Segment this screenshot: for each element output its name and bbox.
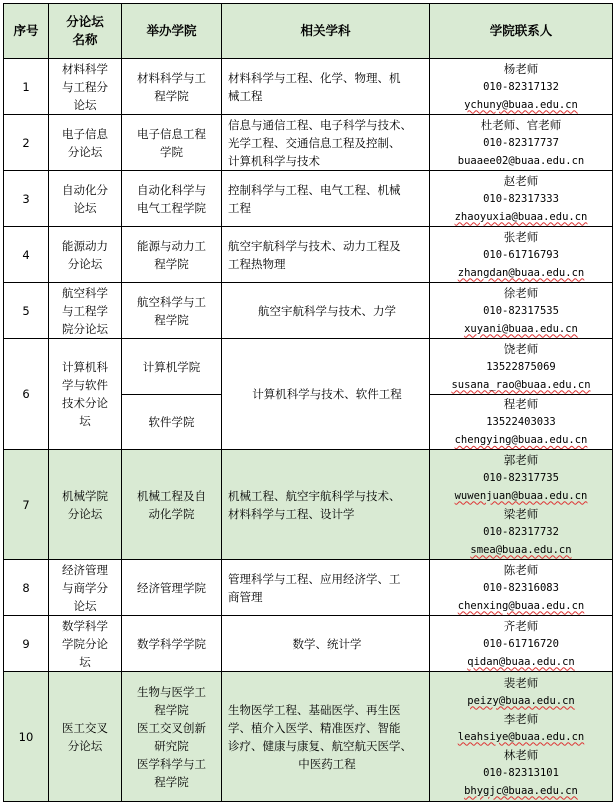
table-row [4,339,613,395]
host-school: 生物与医学工 程学院 医工交叉创新 研究院 医学科学与工 程学院 [122,672,222,802]
table-row [4,672,613,802]
header-school: 举办学院 [122,4,222,59]
forum-name: 航空科学 与工程学 院分论坛 [49,283,122,339]
table-row [4,283,613,339]
email-link[interactable]: susana_rao@buaa.edu.cn [451,378,591,391]
host-school: 数学科学学院 [122,616,222,672]
related-subjects: 信息与通信工程、电子科学与技术、 光学工程、交通信息工程及控制、 计算机科学与技术 [222,115,430,171]
table-row [4,450,613,560]
row-number: 10 [4,672,49,802]
header-no: 序号 [4,4,49,59]
host-school: 自动化科学与 电气工程学院 [122,171,222,227]
school-contact: 齐老师 010-61716720 qidan@buaa.edu.cn [430,616,613,672]
related-subjects: 生物医学工程、基础医学、再生医 学、植介入医学、精准医疗、智能 诊疗、健康与康复、航空航天医学、 中医药工程 [222,672,430,802]
related-subjects: 机械工程、航空宇航科学与技术、 材料科学与工程、设计学 [222,450,430,560]
host-school: 机械工程及自 动化学院 [122,450,222,560]
row-number: 8 [4,560,49,616]
email-link[interactable]: peizy@buaa.edu.cn [467,694,575,707]
host-school: 电子信息工程 学院 [122,115,222,171]
host-school: 计算机学院 [122,339,222,395]
row-number: 1 [4,59,49,115]
header-contact: 学院联系人 [430,4,613,59]
email-link[interactable]: zhaoyuxia@buaa.edu.cn [454,210,588,223]
row-number: 3 [4,171,49,227]
school-contact: 杨老师 010-82317132 ychuny@buaa.edu.cn [430,59,613,115]
email-link[interactable]: bhygjc@buaa.edu.cn [464,784,578,797]
host-school: 材料科学与工 程学院 [122,59,222,115]
forum-name: 经济管理 与商学分 论坛 [49,560,122,616]
row-number: 2 [4,115,49,171]
related-subjects: 计算机科学与技术、软件工程 [222,339,430,450]
row-number: 4 [4,227,49,283]
email-link[interactable]: qidan@buaa.edu.cn [467,655,575,668]
related-subjects: 控制科学与工程、电气工程、机械 工程 [222,171,430,227]
header-subjects: 相关学科 [222,4,430,59]
email-link[interactable]: chenxing@buaa.edu.cn [457,599,585,612]
table-row [4,560,613,616]
school-contact: 张老师 010-61716793 zhangdan@buaa.edu.cn [430,227,613,283]
school-contact: 陈老师 010-82316083 chenxing@buaa.edu.cn [430,560,613,616]
host-school: 经济管理学院 [122,560,222,616]
related-subjects: 材料科学与工程、化学、物理、机 械工程 [222,59,430,115]
related-subjects: 航空宇航科学与技术、动力工程及 工程热物理 [222,227,430,283]
school-contact: 程老师 13522403033 chengying@buaa.edu.cn [430,395,613,450]
forum-name: 计算机科 学与软件 技术分论 坛 [49,339,122,450]
school-contact: 赵老师 010-82317333 zhaoyuxia@buaa.edu.cn [430,171,613,227]
forum-name: 材料科学 与工程分 论坛 [49,59,122,115]
forum-name: 数学科学 学院分论 坛 [49,616,122,672]
row-number: 5 [4,283,49,339]
forum-name: 自动化分 论坛 [49,171,122,227]
table-row [4,171,613,227]
related-subjects: 管理科学与工程、应用经济学、工 商管理 [222,560,430,616]
school-contact: 杜老师、官老师 010-82317737 buaaee02@buaa.edu.cn [430,115,613,171]
email-link[interactable]: smea@buaa.edu.cn [470,543,572,556]
email-link[interactable]: leahsiye@buaa.edu.cn [457,730,585,743]
table-row [4,115,613,171]
host-school: 航空科学与工 程学院 [122,283,222,339]
table-row [4,227,613,283]
forum-name: 电子信息 分论坛 [49,115,122,171]
table-row [4,616,613,672]
row-number: 9 [4,616,49,672]
forum-name: 医工交叉 分论坛 [49,672,122,802]
forum-name: 机械学院 分论坛 [49,450,122,560]
header-row [4,4,613,59]
school-contact: 徐老师 010-82317535 xuyani@buaa.edu.cn [430,283,613,339]
header-forum [49,4,122,59]
email-link[interactable]: buaaee02@buaa.edu.cn [457,154,585,167]
table-row [4,59,613,115]
header-forum-text: 分论坛名称 [66,14,104,47]
related-subjects: 数学、统计学 [222,616,430,672]
row-number: 7 [4,450,49,560]
email-link[interactable]: chengying@buaa.edu.cn [454,434,588,446]
forum-name: 能源动力 分论坛 [49,227,122,283]
school-contact: 郭老师 010-82317735 wuwenjuan@buaa.edu.cn 梁老师 010-82317732 smea@buaa.edu.cn [430,450,613,560]
email-link[interactable]: ychuny@buaa.edu.cn [464,98,578,111]
school-contact: 饶老师 13522875069 susana_rao@buaa.edu.cn [430,339,613,395]
related-subjects: 航空宇航科学与技术、力学 [222,283,430,339]
forum-table [3,3,613,802]
host-school: 软件学院 [122,395,222,450]
email-link[interactable]: xuyani@buaa.edu.cn [464,322,578,335]
email-link[interactable]: zhangdan@buaa.edu.cn [457,266,585,279]
school-contact: 裴老师 peizy@buaa.edu.cn 李老师 leahsiye@buaa.edu.cn 林老师 010-82313101 bhygjc@buaa.edu.cn [430,672,613,802]
row-number: 6 [4,339,49,450]
host-school: 能源与动力工 程学院 [122,227,222,283]
email-link[interactable]: wuwenjuan@buaa.edu.cn [454,489,588,502]
